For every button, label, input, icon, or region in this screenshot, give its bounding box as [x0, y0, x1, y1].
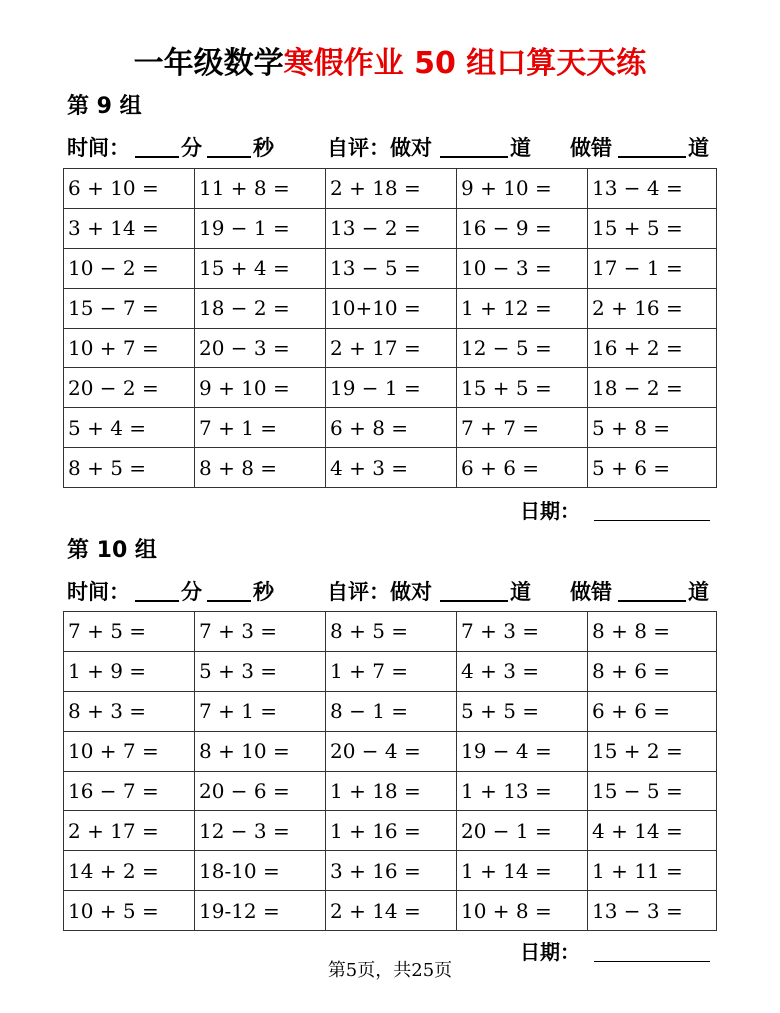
table-row — [64, 891, 717, 931]
problem-cell[interactable]: 1 + 14 = — [457, 851, 588, 891]
group-heading: 第 9 组 — [67, 94, 142, 119]
problem-cell[interactable]: 15 − 5 = — [588, 771, 717, 811]
title-black: 一年级数学 — [133, 46, 284, 81]
problem-cell[interactable]: 6 + 6 = — [588, 691, 717, 731]
problem-cell[interactable]: 1 + 16 = — [326, 811, 457, 851]
problem-cell[interactable]: 20 − 3 = — [195, 328, 326, 368]
problem-cell[interactable]: 8 + 6 = — [588, 651, 717, 691]
seconds-label: 秒 — [253, 580, 274, 604]
problem-cell[interactable]: 12 − 5 = — [457, 328, 588, 368]
correct-unit: 道 — [510, 580, 531, 604]
problem-cell[interactable]: 7 + 1 = — [195, 691, 326, 731]
problem-cell[interactable]: 15 − 7 = — [64, 288, 195, 328]
table-row — [64, 448, 717, 488]
problem-cell[interactable]: 1 + 13 = — [457, 771, 588, 811]
problem-cell[interactable]: 18-10 = — [195, 851, 326, 891]
problem-cell[interactable]: 2 + 14 = — [326, 891, 457, 931]
problem-cell[interactable]: 5 + 3 = — [195, 651, 326, 691]
table-row — [64, 651, 717, 691]
wrong-label: 做错 — [570, 580, 612, 604]
date-label: 日期： — [520, 499, 580, 523]
problem-cell[interactable]: 9 + 10 = — [457, 169, 588, 209]
group-info-line — [67, 576, 717, 608]
title-red: 寒假作业 50 组口算天天练 — [283, 46, 647, 81]
problem-cell[interactable]: 5 + 6 = — [588, 448, 717, 488]
problem-cell[interactable]: 8 − 1 = — [326, 691, 457, 731]
problem-cell[interactable]: 1 + 11 = — [588, 851, 717, 891]
problem-cell[interactable]: 19 − 4 = — [457, 731, 588, 771]
problem-cell[interactable]: 6 + 6 = — [457, 448, 588, 488]
problem-cell[interactable]: 8 + 5 = — [64, 448, 195, 488]
problem-cell[interactable]: 3 + 14 = — [64, 208, 195, 248]
minutes-blank[interactable] — [135, 600, 179, 602]
self-eval-label: 自评：做对 — [327, 580, 432, 604]
problem-cell[interactable]: 1 + 9 = — [64, 651, 195, 691]
group-heading: 第 10 组 — [67, 538, 157, 563]
correct-unit: 道 — [510, 136, 531, 160]
problem-cell[interactable]: 16 − 9 = — [457, 208, 588, 248]
problem-cell[interactable]: 1 + 18 = — [326, 771, 457, 811]
time-label: 时间： — [67, 580, 130, 604]
group-info-line — [67, 132, 717, 164]
problem-cell[interactable]: 4 + 14 = — [588, 811, 717, 851]
table-row — [64, 691, 717, 731]
problem-table — [63, 168, 717, 488]
problem-cell[interactable]: 16 − 7 = — [64, 771, 195, 811]
problem-cell[interactable]: 20 − 6 = — [195, 771, 326, 811]
table-row — [64, 169, 717, 209]
problem-cell[interactable]: 11 + 8 = — [195, 169, 326, 209]
wrong-count-blank[interactable] — [618, 156, 686, 158]
problem-cell[interactable]: 2 + 16 = — [588, 288, 717, 328]
problem-cell[interactable]: 20 − 1 = — [457, 811, 588, 851]
problem-cell[interactable]: 6 + 8 = — [326, 408, 457, 448]
date-blank[interactable] — [594, 520, 710, 521]
problem-cell[interactable]: 19-12 = — [195, 891, 326, 931]
problem-cell[interactable]: 15 + 5 = — [588, 208, 717, 248]
problem-cell[interactable]: 13 − 3 = — [588, 891, 717, 931]
date-label: 日期： — [520, 940, 580, 964]
problem-cell[interactable]: 15 + 5 = — [457, 368, 588, 408]
problem-cell[interactable]: 13 − 4 = — [588, 169, 717, 209]
problem-cell[interactable]: 20 − 4 = — [326, 731, 457, 771]
table-row — [64, 811, 717, 851]
seconds-blank[interactable] — [207, 600, 251, 602]
problem-cell[interactable]: 10 + 8 = — [457, 891, 588, 931]
problem-cell[interactable]: 7 + 1 = — [195, 408, 326, 448]
self-eval-label: 自评：做对 — [327, 136, 432, 160]
problem-cell[interactable]: 2 + 17 = — [326, 328, 457, 368]
problem-table — [63, 611, 717, 931]
table-row — [64, 612, 717, 652]
table-row — [64, 368, 717, 408]
problem-cell[interactable]: 6 + 10 = — [64, 169, 195, 209]
problem-cell[interactable]: 1 + 7 = — [326, 651, 457, 691]
date-field — [520, 496, 720, 526]
problem-cell[interactable]: 1 + 12 = — [457, 288, 588, 328]
wrong-label: 做错 — [570, 136, 612, 160]
problem-cell[interactable]: 8 + 8 = — [588, 612, 717, 652]
problem-cell[interactable]: 8 + 3 = — [64, 691, 195, 731]
minutes-blank[interactable] — [135, 156, 179, 158]
problem-cell[interactable]: 9 + 10 = — [195, 368, 326, 408]
problem-cell[interactable]: 7 + 5 = — [64, 612, 195, 652]
problem-cell[interactable]: 4 + 3 = — [457, 651, 588, 691]
wrong-unit: 道 — [688, 580, 709, 604]
problem-cell[interactable]: 10 + 7 = — [64, 328, 195, 368]
table-row — [64, 288, 717, 328]
problem-cell[interactable]: 15 + 2 = — [588, 731, 717, 771]
wrong-unit: 道 — [688, 136, 709, 160]
minutes-label: 分 — [181, 136, 202, 160]
table-row — [64, 731, 717, 771]
problem-cell[interactable]: 10 − 2 = — [64, 248, 195, 288]
problem-cell[interactable]: 19 − 1 = — [326, 368, 457, 408]
table-row — [64, 248, 717, 288]
problem-cell[interactable]: 2 + 17 = — [64, 811, 195, 851]
problem-cell[interactable]: 8 + 8 = — [195, 448, 326, 488]
table-row — [64, 851, 717, 891]
problem-cell[interactable]: 16 + 2 = — [588, 328, 717, 368]
problem-cell[interactable]: 3 + 16 = — [326, 851, 457, 891]
problem-cell[interactable]: 5 + 4 = — [64, 408, 195, 448]
problem-cell[interactable]: 2 + 18 = — [326, 169, 457, 209]
problem-cell[interactable]: 8 + 10 = — [195, 731, 326, 771]
minutes-label: 分 — [181, 580, 202, 604]
problem-cell[interactable]: 13 − 5 = — [326, 248, 457, 288]
problem-cell[interactable]: 10 − 3 = — [457, 248, 588, 288]
correct-count-blank[interactable] — [440, 600, 508, 602]
problem-cell[interactable]: 7 + 3 = — [195, 612, 326, 652]
table-row — [64, 771, 717, 811]
problem-cell[interactable]: 14 + 2 = — [64, 851, 195, 891]
page-title — [0, 40, 780, 88]
problem-cell[interactable]: 18 − 2 = — [588, 368, 717, 408]
table-row — [64, 208, 717, 248]
problem-cell[interactable]: 13 − 2 = — [326, 208, 457, 248]
problem-cell[interactable]: 20 − 2 = — [64, 368, 195, 408]
problem-cell[interactable]: 4 + 3 = — [326, 448, 457, 488]
seconds-label: 秒 — [253, 136, 274, 160]
problem-cell[interactable]: 19 − 1 = — [195, 208, 326, 248]
problem-cell[interactable]: 7 + 3 = — [457, 612, 588, 652]
time-label: 时间： — [67, 136, 130, 160]
wrong-count-blank[interactable] — [618, 600, 686, 602]
table-row — [64, 408, 717, 448]
correct-count-blank[interactable] — [440, 156, 508, 158]
problem-cell[interactable]: 5 + 5 = — [457, 691, 588, 731]
problem-cell[interactable]: 8 + 5 = — [326, 612, 457, 652]
seconds-blank[interactable] — [207, 156, 251, 158]
page-footer: 第5页，共25页 — [327, 960, 453, 981]
problem-cell[interactable]: 7 + 7 = — [457, 408, 588, 448]
problem-cell[interactable]: 17 − 1 = — [588, 248, 717, 288]
problem-cell[interactable]: 15 + 4 = — [195, 248, 326, 288]
problem-cell[interactable]: 10+10 = — [326, 288, 457, 328]
problem-cell[interactable]: 10 + 7 = — [64, 731, 195, 771]
table-row — [64, 328, 717, 368]
problem-cell[interactable]: 12 − 3 = — [195, 811, 326, 851]
problem-cell[interactable]: 5 + 8 = — [588, 408, 717, 448]
problem-cell[interactable]: 10 + 5 = — [64, 891, 195, 931]
problem-cell[interactable]: 18 − 2 = — [195, 288, 326, 328]
